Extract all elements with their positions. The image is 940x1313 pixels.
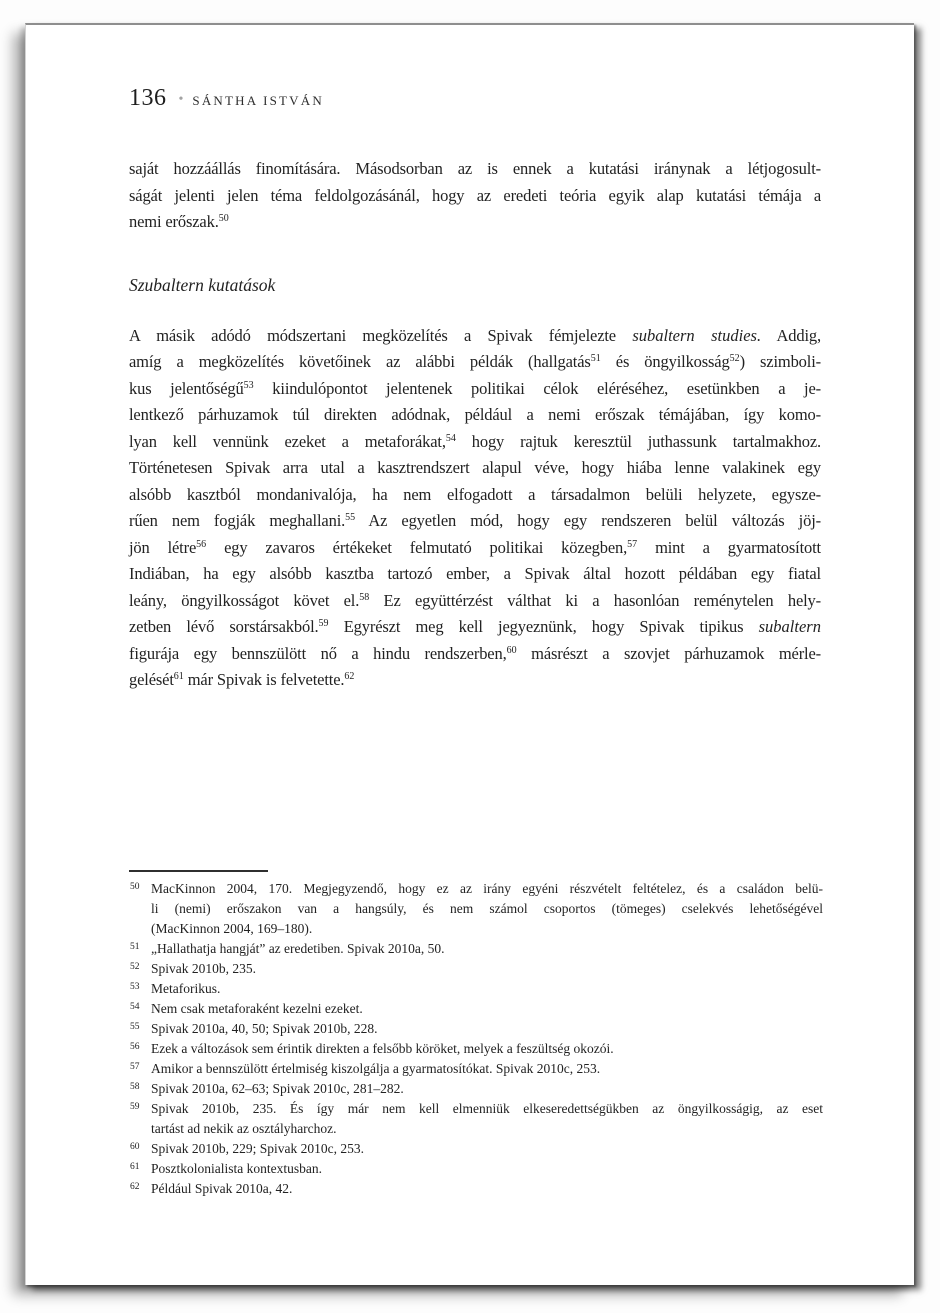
bullet-separator-icon: •: [178, 92, 184, 107]
footnote-number: 57: [130, 1062, 140, 1072]
text-line: saját hozzáállás finomítására. Másodsorban az is ennek a kutatási iránynak a létjogosult-: [129, 159, 821, 178]
footnote-separator-rule: [129, 870, 268, 872]
text-line: ságát jelenti jelen téma feldolgozásánál, hogy az eredeti teória egyik alap kutatási témája a: [129, 185, 821, 205]
footnote-item: [129, 979, 823, 999]
text-line: rűen nem fogják meghallani.$^{55}$ Az egyetlen mód, hogy egy rendszeren belül változás jöj-: [129, 511, 821, 530]
footnote-reference: 59: [318, 618, 329, 629]
footnote-line: Ezek a változások sem érintik direkten a felsőbb köröket, melyek a feszültség okozói.: [151, 1041, 614, 1056]
text-line: alsóbb kasztból mondanivalója, ha nem elfogadott a társadalmon belüli helyzete, egysze-: [129, 484, 821, 504]
footnote-item: [129, 999, 823, 1019]
footnote-reference: 58: [359, 591, 370, 603]
footnote-reference: 60: [506, 644, 517, 656]
page-number: 136: [129, 85, 167, 111]
italic-run: subaltern: [758, 617, 821, 636]
body-text: [129, 156, 821, 694]
text-line: leány, öngyilkosságot követ el.$^{58}$ Ez együttérzést válthat ki a hasonlóan reménytelen hely-: [129, 590, 821, 610]
footnote-number: 51: [130, 942, 140, 952]
footnote-line: Spivak 2010b, 235. És így már nem kell elmenniük elkeseredettségükben az öngyilkosságig, az eset: [151, 1101, 823, 1116]
text-line: Történetesen Spivak arra utal a kasztrendszert alapul véve, hogy hiába lenne valakinek egy: [129, 458, 821, 477]
footnote-line: MacKinnon 2004, 170. Megjegyzendő, hogy ez az irány egyéni részvételt feltételez, és a családon belü-: [151, 881, 823, 896]
footnote-line: (MacKinnon 2004, 169–180).: [151, 921, 313, 936]
footnote-number: 53: [130, 982, 140, 992]
footnote-item: [129, 1059, 823, 1079]
text-line: A másik adódó módszertani megközelítés a Spivak fémjelezte subaltern studies. Addig,: [129, 325, 821, 345]
text-line: lentkező párhuzamok túl direkten adódnak, például a nemi erőszak témájában, így komo-: [129, 405, 821, 424]
footnote-line: Nem csak metaforaként kezelni ezeket.: [151, 1001, 363, 1016]
footnote-number: 55: [130, 1022, 140, 1032]
text-line: Indiában, ha egy alsóbb kasztba tartozó ember, a Spivak által hozott példában egy fiatal: [129, 564, 821, 583]
text-line: amíg a megközelítés követőinek az alábbi példák (hallgatás$^{51}$ és öngyilkosság$^{52}$) szimboli-: [129, 352, 821, 371]
footnote-number: 62: [130, 1182, 140, 1192]
footnote-line: Spivak 2010a, 40, 50; Spivak 2010b, 228.: [151, 1021, 378, 1036]
footnote-reference: 54: [445, 432, 456, 444]
footnote-item: [129, 1099, 823, 1139]
footnote-number: 59: [130, 1102, 140, 1112]
text-line: jön létre$^{56}$ egy zavaros értékeket felmutató politikai közegben,$^{57}$ mint a gyarmatosított: [129, 537, 821, 557]
footnote-line: Például Spivak 2010a, 42.: [151, 1181, 293, 1196]
footnote-number: 60: [130, 1142, 140, 1152]
footnote-item: [129, 1079, 823, 1099]
text-line: nemi erőszak.$^{50}$: [129, 212, 229, 231]
footnote-reference: 53: [243, 379, 254, 391]
text-line: figurája egy bennszülött nő a hindu rendszerben,$^{60}$ másrészt a szovjet párhuzamok mérle-: [129, 643, 821, 663]
document-page: [25, 23, 914, 1285]
paragraph-intro: [129, 156, 821, 236]
footnote-number: 61: [130, 1162, 140, 1172]
footnote-item: [129, 1039, 823, 1059]
text-line: gelését$^{61}$ már Spivak is felvetette.$^{62}$: [129, 670, 355, 689]
footnote-reference: 61: [173, 671, 184, 682]
footnote-reference: 57: [627, 538, 638, 550]
running-header-author: SÁNTHA ISTVÁN: [192, 93, 324, 108]
footnote-reference: 51: [590, 353, 601, 364]
italic-run: subaltern studies.: [632, 325, 762, 345]
footnote-item: [129, 959, 823, 979]
footnote-item: [129, 1139, 823, 1159]
footnote-reference: 55: [345, 512, 356, 523]
footnote-line: li (nemi) erőszakon van a hangsúly, és nem számol csoportos (tömeges) cselekvés lehetőségével: [151, 901, 823, 916]
footnote-number: 58: [130, 1082, 140, 1092]
footnote-line: Metaforikus.: [151, 981, 221, 996]
paragraph-subaltern: [129, 323, 821, 694]
footnote-reference: 50: [218, 213, 229, 224]
footnote-number: 54: [130, 1002, 140, 1012]
running-header: [129, 85, 324, 112]
footnote-reference: 56: [196, 538, 207, 550]
footnote-item: [129, 1159, 823, 1179]
text-line: zetben lévő sorstársakból.$^{59}$ Egyrészt meg kell jegyeznünk, hogy Spivak tipikus subaltern: [129, 617, 821, 636]
text-line: lyan kell vennünk ezeket a metaforákat,$^{54}$ hogy rajtuk keresztül juthassunk tartalmakhoz.: [129, 431, 821, 451]
footnote-reference: 62: [344, 671, 355, 682]
footnote-number: 52: [130, 962, 140, 972]
footnote-item: [129, 939, 823, 959]
footnote-item: [129, 1019, 823, 1039]
footnote-line: tartást ad nekik az osztályharchoz.: [151, 1121, 337, 1136]
footnote-line: Spivak 2010b, 235.: [151, 961, 257, 976]
footnote-line: Amikor a bennszülött értelmiség kiszolgálja a gyarmatosítókat. Spivak 2010c, 253.: [151, 1061, 601, 1076]
section-heading: Szubaltern kutatások: [129, 274, 276, 295]
footnote-number: 50: [130, 882, 140, 892]
text-line: kus jelentőségű$^{53}$ kiindulópontot jelentenek politikai célok eléréséhez, esetünkben a je-: [129, 378, 821, 398]
footnote-line: Spivak 2010b, 229; Spivak 2010c, 253.: [151, 1141, 364, 1156]
footnote-line: Spivak 2010a, 62–63; Spivak 2010c, 281–282.: [151, 1081, 404, 1096]
footnotes-section: [129, 879, 823, 1199]
footnote-item: [129, 879, 823, 939]
footnote-line: „Hallathatja hangját” az eredetiben. Spivak 2010a, 50.: [151, 941, 445, 956]
footnote-item: [129, 1179, 823, 1199]
footnote-line: Posztkolonialista kontextusban.: [151, 1161, 322, 1176]
footnote-number: 56: [130, 1042, 140, 1052]
footnote-reference: 52: [729, 353, 740, 364]
